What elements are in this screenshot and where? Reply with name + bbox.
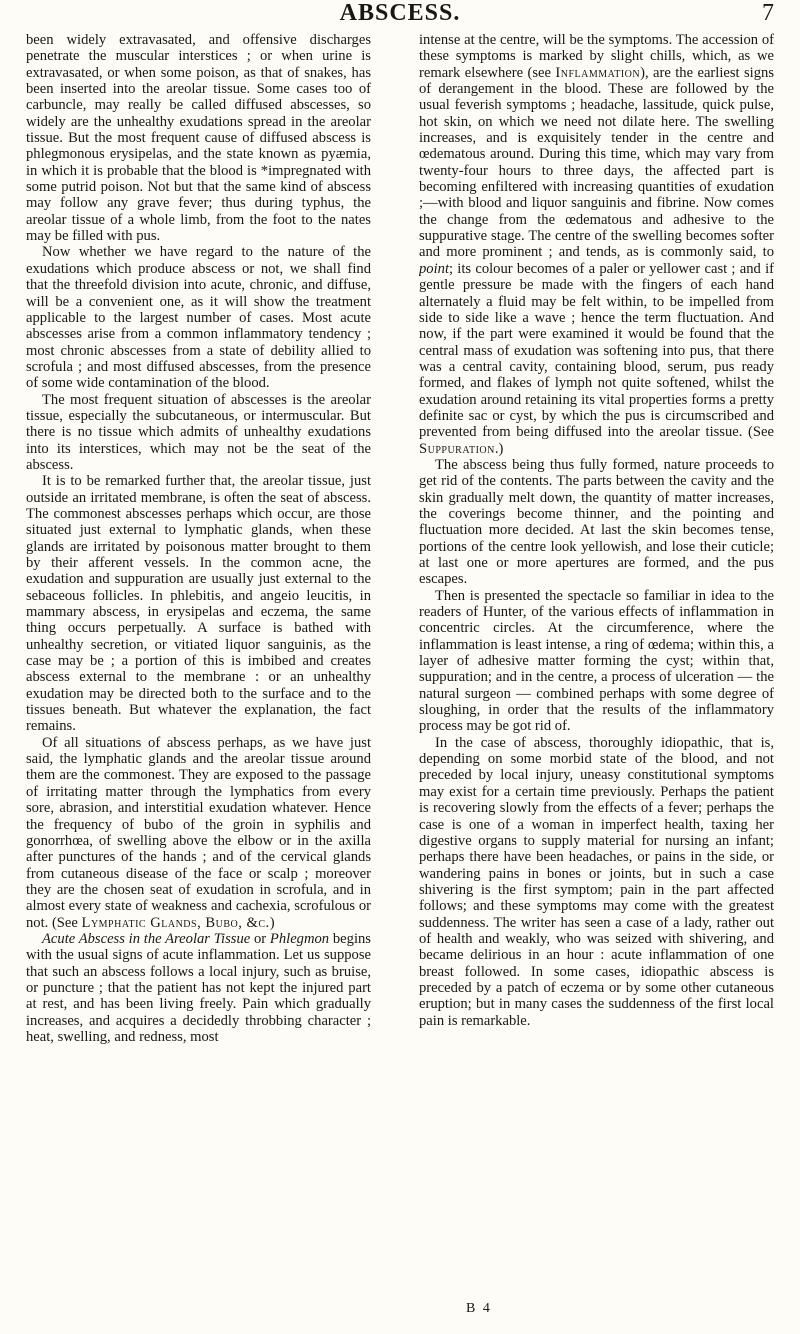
- paragraph: [26, 931, 371, 1045]
- paragraph: The abscess being thus fully formed, nature proceeds to get rid of the contents. The parts between the cavity and the skin gradually melt down, the quantity of matter increases, the coverings become thinner, and the pointing and fluctuation more decided. At last the skin becomes tense, portions of the centre look yellowish, and lose their cuticle; at last one or more apertures are formed, and the pus escapes.: [419, 456, 774, 588]
- signature-mark: B 4: [466, 1301, 492, 1316]
- emphasis: point: [419, 260, 449, 277]
- text-run: ; its colour becomes of a paler or yellower cast ; and if gentle pressure be made with the fingers of each hand alternately a fluid may be felt within, to be impelled from side to side like a wave ; hence the term fluctuation. And now, if the part were examined it would be found that the central mass of exudation was softening into pus, that there was a central cavity, containing blood, serum, pus ready formed, and flakes of lymph not quite softened, whilst the exudation around retaining its vital properties forms a pretty definite sac or cyst, by which the pus is circumscribed and prevented from being diffused into the areolar tissue. (See: [419, 260, 774, 441]
- paragraph: [26, 735, 371, 931]
- left-column: [26, 32, 371, 1322]
- paragraph: It is to be remarked further that, the areolar tissue, just outside an irritated membrane, is often the seat of abscess. The commonest abscesses perhaps which occur, are those situated just external to lymphatic glands, when these glands are irritated by poisonous matter brought to them by their afferent vessels. In the common acne, the exudation and suppuration are usually just external to the sebaceous follicles. In phlebitis, and angeio leucitis, in mammary abscess, in erysipelas and eczema, the same thing occurs perpetually. A surface is bathed with unhealthy secretion, or vitiated liquor sanguinis, as the case may be ; a portion of this is imbibed and creates abscess external to the membrane : or an unhealthy exudation may be directed both to the surface and to the tissues beneath. But whatever the explanation, the fact remains.: [26, 473, 371, 735]
- cross-reference: Suppuration: [419, 440, 495, 457]
- paragraph: [419, 32, 774, 457]
- paragraph: Then is presented the spectacle so familiar in idea to the readers of Hunter, of the various effects of inflammation in concentric circles. At the circumference, where the inflammation is least intense, a ring of œdema; within this, a layer of adhesive matter forming the cyst; within that, suppuration; and in the centre, a process of ulceration — the natural surgeon — combined perhaps with some degree of sloughing, in order that the results of the inflammatory process may be got rid of.: [419, 587, 774, 735]
- section-heading: Acute Abscess in the Areolar Tissue: [42, 930, 251, 947]
- cross-reference: Lymphatic Glands, Bubo, &c.: [81, 914, 270, 931]
- text-run: .): [494, 440, 504, 457]
- text-run: ): [269, 914, 275, 931]
- text-run: begins with the usual signs of acute inflammation. Let us suppose that such an abscess follows a local injury, such as bruise, or puncture ; that the patient has not kept the injured part at rest, and has been living freely. Pain which gradually increases, and acquires a decidedly throbbing character ; heat, swelling, and redness, most: [26, 930, 371, 1045]
- right-column: [419, 32, 774, 1322]
- section-heading-alt: Phlegmon: [269, 930, 330, 947]
- text-run: Of all situations of abscess perhaps, as we have just said, the lymphatic glands and the areolar tissue around them are the commonest. They are exposed to the passage of irritating matter through the lymphatics from every sore, abrasion, and interstitial exudation whatever. Hence the frequency of bubo of the groin in syphilis and gonorrhœa, of swelling above the elbow or in the axilla after punctures of the hands ; and of the cervical glands from cutaneous disease of the face or scalp ; moreover they are the chosen seat of exudation in scrofula, and in almost every state of weakness and cachexia, scrofulous or not. (See: [26, 734, 371, 931]
- paragraph: been widely extravasated, and offensive discharges penetrate the muscular interstices ; or when urine is extravasated, or when some poison, as that of snakes, has been inserted into the areolar tissue. Some cases too of carbuncle, may really be called diffused abscesses, so widely are the unhealthy exudations spread in the areolar tissue. But the most frequent cause of diffused abscess is phlegmonous erysipelas, and the state known as pyæmia, in which it is probable that the blood is *impregnated with some putrid poison. Not but that the same kind of abscess may follow any grave fever; thus during typhus, the areolar tissue of a whole limb, from the foot to the nates may be filled with pus.: [26, 32, 371, 245]
- page-number: 7: [762, 0, 774, 26]
- text-run: intense at the centre, will be the symptoms. The accession of these symptoms is marked by slight chills, which, as we remark elsewhere (see: [419, 32, 774, 81]
- text-run: ), are the earliest signs of derangement in the blood. These are followed by the usual feverish symptoms ; headache, lassitude, quick pulse, hot skin, on which we need not dilate here. The swelling increases, and is exquisitely tender in the centre and œdematous around. During this time, which may vary from twenty-four hours to three days, the affected part is becoming enfiltered with increasing quantities of exudation ;—with blood and liquor sanguinis and fibrine. Now comes the change from the œdematous and adhesive to the suppurative stage. The centre of the swelling becomes softer and more prominent ; and tends, as is commonly said, to: [419, 64, 774, 261]
- page-title: ABSCESS.: [339, 0, 461, 26]
- running-header: [0, 0, 800, 30]
- text-run: or: [250, 930, 270, 947]
- paragraph: Now whether we have regard to the nature of the exudations which produce abscess or not, we shall find that the threefold division into acute, chronic, and diffuse, will be a convenient one, as it will show the treatment applicable to the largest number of cases. Most acute abscesses arise from a common inflammatory tendency ; most chronic abscesses from a state of debility allied to scrofula ; and most diffused abscesses, from the presence of some wide contamination of the blood.: [26, 244, 371, 392]
- paragraph: The most frequent situation of abscesses is the areolar tissue, especially the subcutaneous, or intermuscular. But there is no tissue which admits of unhealthy exudations into its interstices, which may not be the seat of the abscess.: [26, 391, 371, 473]
- paragraph: In the case of abscess, thoroughly idiopathic, that is, depending on some morbid state of the blood, and not preceded by local injury, uneasy constitutional symptoms may exist for a certain time previously. Perhaps the patient is recovering slowly from the effects of a fever; perhaps the case is one of a woman in imperfect health, taxing her digestive organs to supply material for nursing an infant; perhaps there have been headaches, or pains in the side, or wandering pains in bones or joints, but in such a case shivering is the first symptom; pain in the part affected follows; and these symptoms may come with the greatest suddenness. The writer has seen a case of a lady, rather out of health and weakly, who was seized with shivering, and became delirious in an hour : acute inflammation of one breast followed. In some cases, idiopathic abscess is preceded by a patch of eczema or by some other cutaneous eruption; but in many cases the suddenness of the first local pain is remarkable.: [419, 734, 774, 1029]
- cross-reference: Inflammation: [555, 64, 641, 81]
